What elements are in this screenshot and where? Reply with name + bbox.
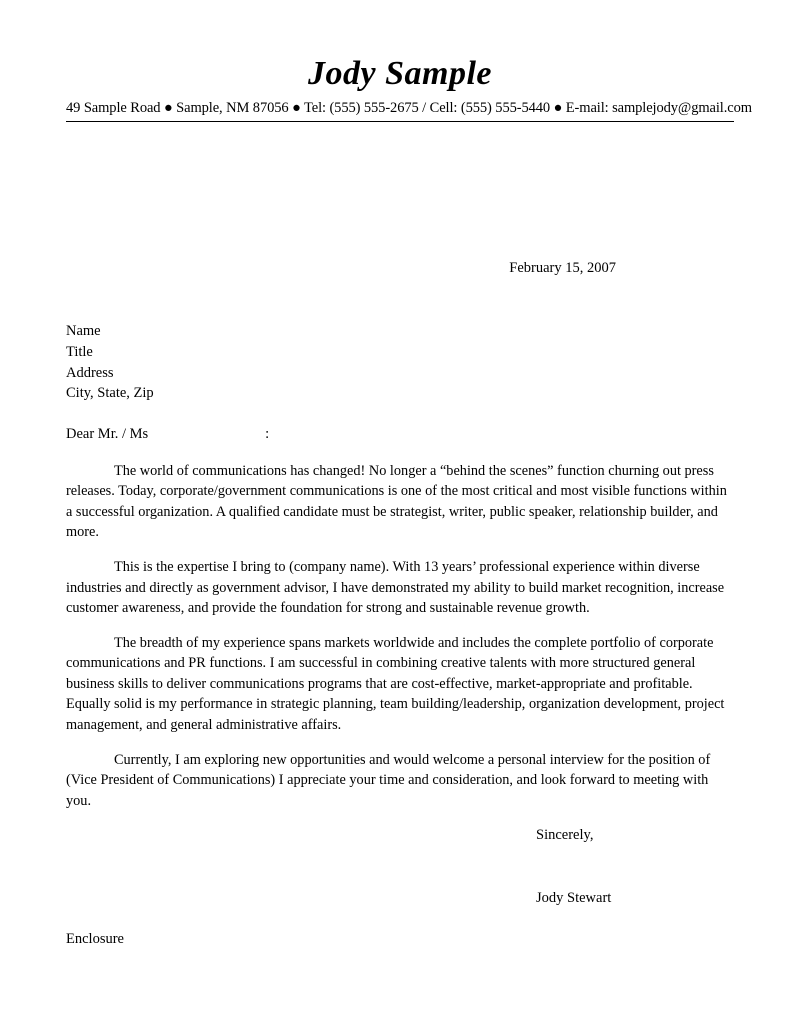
body-paragraph-1: The world of communications has changed! No longer a “behind the scenes” function churning out press releases. Today, corporate/government communications is one of the most critical and most visible functions within a successful organization. A qualified candidate must be strategist, writer, public speaker, relationship builder, and more.: [66, 462, 727, 541]
body-paragraph-2: This is the expertise I bring to (company name). With 13 years’ professional experience within diverse industries and directly as government advisor, I have demonstrated my ability to build market recognition, increase customer awareness, and provide the foundation for strong and sustainable revenue growth.: [66, 559, 725, 617]
recipient-address-block: [66, 321, 734, 403]
letter-date: February 15, 2007: [509, 260, 616, 277]
body-paragraph-3: The breadth of my experience spans markets worldwide and includes the complete portfolio of corporate communications and PR functions. I am successful in combining creative talents with more structured general business skills to deliver communications programs that are cost-effective, market-appropriate and profitable. Equally solid is my performance in strategic planning, team building/leadership, organization development, project management, and general administrative affairs.: [66, 634, 725, 734]
salutation-line: [66, 426, 734, 443]
letter-body: [66, 461, 734, 812]
recipient-name: Name: [66, 323, 101, 340]
letterhead-divider: [66, 121, 734, 122]
letterhead: [66, 0, 752, 122]
recipient-address: Address: [66, 364, 114, 381]
salutation-colon: :: [265, 425, 270, 442]
letterhead-name: Jody Sample: [308, 55, 492, 92]
recipient-city-state-zip: City, State, Zip: [66, 385, 154, 402]
signature-name: Jody Stewart: [536, 890, 612, 907]
letterhead-contact: 49 Sample Road ● Sample, NM 87056 ● Tel: (555) 555-2675 / Cell: (555) 555-5440 ● E-mail: samplejody@gmail.com: [66, 100, 752, 117]
body-paragraph-4: Currently, I am exploring new opportunities and would welcome a personal interview for the position of (Vice President of Communications) I appreciate your time and consideration, and look forward to meeting with you.: [66, 751, 711, 809]
salutation-text: Dear Mr. / Ms: [66, 425, 149, 442]
closing-line: Sincerely,: [536, 827, 594, 844]
enclosure-note: Enclosure: [66, 931, 124, 948]
recipient-title: Title: [66, 343, 93, 360]
